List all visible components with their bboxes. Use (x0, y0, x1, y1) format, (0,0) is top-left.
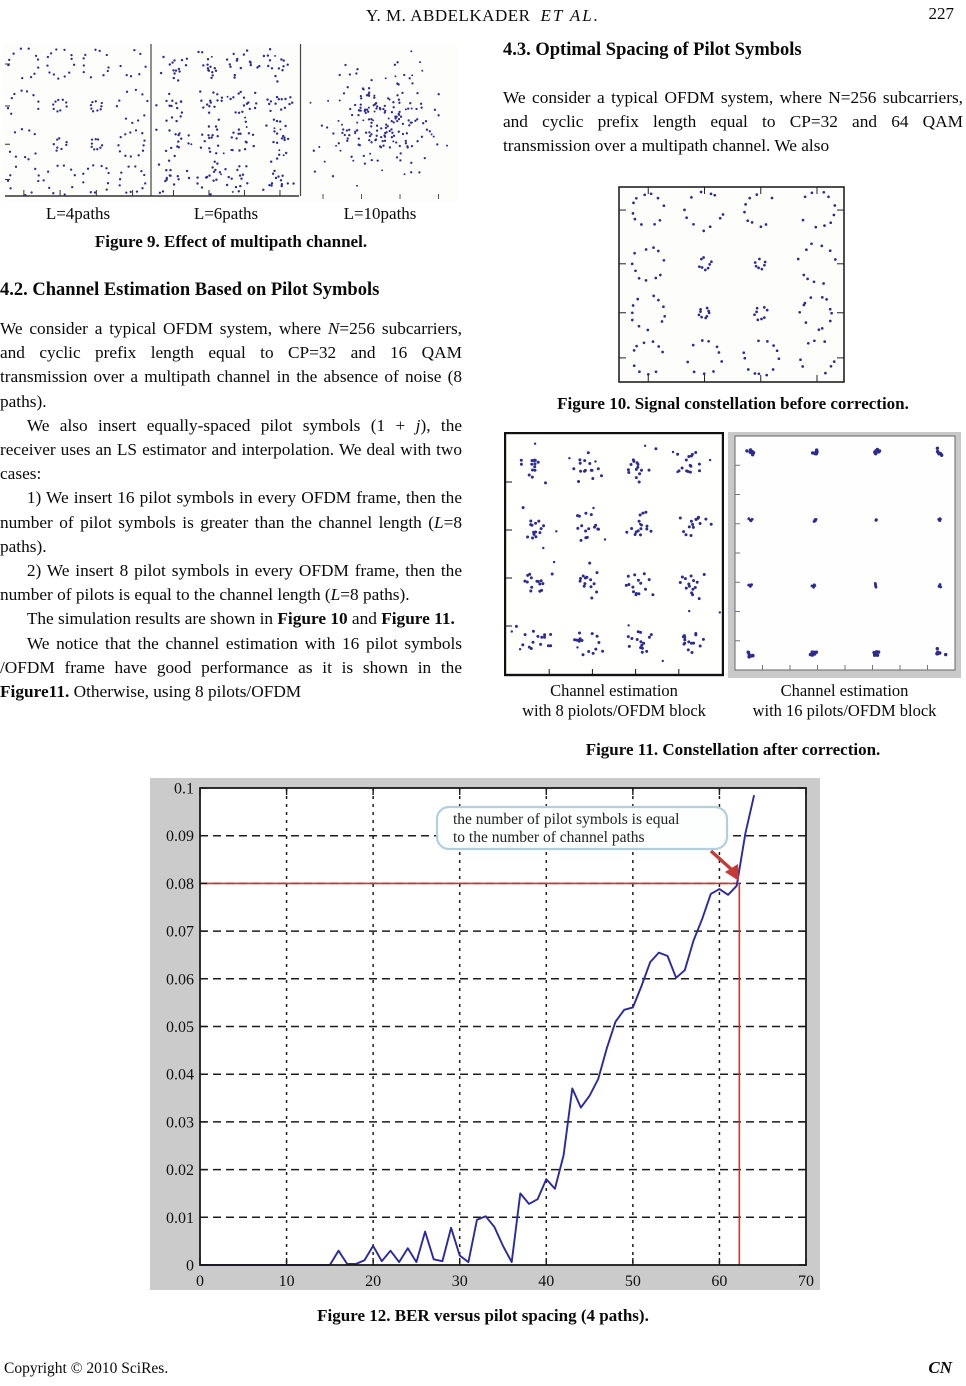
footer-copyright: Copyright © 2010 SciRes. (4, 1360, 169, 1377)
paragraph: 2) We insert 8 pilot symbols in every OFDM frame, then the number of pilots is equal to the channel length (L=8 paths). (0, 561, 462, 605)
page-number: 227 (928, 4, 954, 23)
footer-journal-mark: CN (928, 1358, 952, 1377)
figure11-right-label-line2: with 16 pilots/OFDM block (752, 700, 937, 720)
annotation-line2: to the number of channel paths (453, 829, 645, 846)
figure11-right-label-line1: Channel estimation (780, 681, 909, 700)
figure11-left-panel (504, 432, 724, 678)
x-tick-label: 0 (196, 1273, 204, 1290)
x-tick-label: 40 (538, 1273, 555, 1290)
x-tick-label: 50 (624, 1273, 641, 1290)
x-tick-label: 60 (711, 1273, 728, 1290)
figure11-right-label (728, 681, 961, 720)
section-4-3-body (503, 86, 963, 159)
figure11-left-label-line1: Channel estimation (550, 681, 678, 700)
paragraph: 1) We insert 16 pilot symbols in every OFDM frame, then the number of pilot symbols is greater than the channel length (L=8 paths). (0, 488, 462, 556)
y-tick-label: 0.1 (174, 780, 194, 798)
paragraph: We notice that the channel estimation with 16 pilot symbols /OFDM frame have good performance as it is shown in the Figure11. Otherwise, using 8 pilots/OFDM (0, 633, 462, 702)
figure9 (3, 44, 459, 223)
section-4-2-body (0, 317, 462, 704)
section-4-2-heading: 4.2. Channel Estimation Based on Pilot Symbols (0, 280, 380, 300)
y-tick-label: 0.03 (166, 1114, 194, 1132)
paragraph: We consider a typical OFDM system, where N=256 subcarriers, and cyclic prefix length equal to CP=32 and 16 QAM transmission over a multipath channel in the absence of noise (8 paths). (0, 319, 462, 411)
figure9-constellation-panels (3, 44, 459, 202)
paragraph: The simulation results are shown in Figure 10 and Figure 11. (26, 609, 455, 629)
y-tick-label: 0.07 (166, 923, 194, 941)
y-tick-label: 0.04 (166, 1066, 194, 1084)
x-tick-label: 30 (451, 1273, 468, 1290)
y-tick-label: 0.02 (166, 1162, 194, 1180)
figure11-caption: Figure 11. Constellation after correction. (585, 740, 881, 759)
y-tick-label: 0.09 (166, 828, 194, 846)
figure12-chart (150, 778, 820, 1290)
figure11-right-panel (728, 432, 961, 678)
y-tick-label: 0.06 (166, 971, 194, 989)
figure12-caption: Figure 12. BER versus pilot spacing (4 paths). (317, 1306, 649, 1325)
figure11-left-constellation (504, 432, 724, 678)
y-tick-label: 0 (186, 1257, 194, 1275)
annotation-line1: the number of pilot symbols is equal (453, 811, 680, 828)
figure11-left-label (504, 681, 724, 720)
figure9-label-10paths: L=10paths (343, 204, 417, 223)
x-tick-label: 10 (278, 1273, 295, 1290)
figure10 (618, 186, 846, 384)
header-author: Y. M. ABDELKADER (365, 6, 531, 25)
figure9-caption: Figure 9. Effect of multipath channel. (94, 232, 368, 251)
paragraph: We consider a typical OFDM system, where N=256 subcarriers, and cyclic prefix length equal to CP=32 and 64 QAM transmission over a multipath channel. We also (503, 88, 963, 156)
y-tick-label: 0.05 (166, 1019, 194, 1036)
ber-chart (150, 778, 820, 1290)
figure9-label-4paths: L=4paths (45, 204, 111, 223)
x-tick-label: 20 (365, 1273, 382, 1290)
y-tick-label: 0.01 (166, 1209, 194, 1227)
figure10-caption: Figure 10. Signal constellation before correction. (557, 394, 909, 413)
figure9-label-6paths: L=6paths (193, 204, 259, 223)
page-header (0, 6, 966, 26)
y-tick-label: 0.08 (166, 875, 194, 893)
paragraph: We also insert equally-spaced pilot symbols (1 + j), the receiver uses an LS estimator and interpolation. We deal with two cases: (0, 415, 463, 484)
figure11-right-constellation (728, 432, 961, 678)
header-etal: ET AL. (540, 6, 601, 25)
x-tick-label: 70 (798, 1273, 814, 1290)
figure10-constellation (618, 186, 846, 384)
section-4-3-heading: 4.3. Optimal Spacing of Pilot Symbols (503, 40, 802, 60)
figure11-left-label-line2: with 8 piolots/OFDM block (522, 700, 706, 720)
